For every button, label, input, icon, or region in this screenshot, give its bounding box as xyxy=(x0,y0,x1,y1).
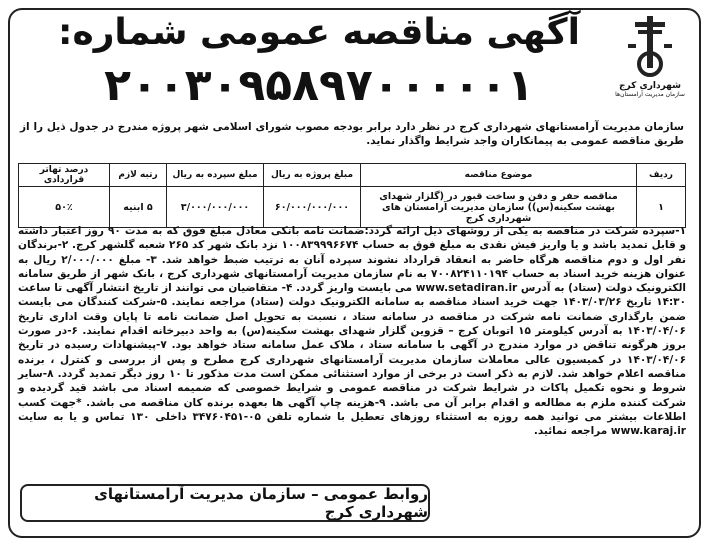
conditions-text: ۱-سپرده شرکت در مناقصه به یکی از روشهای ذیل ارائه گردد:ضمانت نامه بانکی معادل مبلغ فوق که به مدت ۹۰ روز اعتبار داشته و قابل تمدید باشد و یا واریز فیش نقدی به مبلغ فوق به حساب ۱۰۰۸۳۹۹۹۶۶۷۴ نزد بانک شهر کد ۲۶۵ شعبه گلشهر کرج. ۲-برندگان نفر اول و دوم مناقصه هرگاه حاضر به انعقاد قرارداد نشوند سپرده آنان به ترتیب ضبط خواهد شد. ۳- مبلغ ۲/۰۰۰/۰۰۰ ریال به عنوان هزینه خرید اسناد به حساب ۷۰۰۸۲۴۱۱۰۱۹۴ به نام سازمان مدیریت آرامستانهای شهرداری کرج ، بانک شهر از طریق سامانه الکترونیک دولت (ستاد) به آدرس www.setadiran.ir می بایست واریز گردد. ۴- متقاضیان می توانند از تاریخ انتشار آگهی تا ساعت ۱۴:۳۰ تاریخ ۱۴۰۳/۰۳/۲۶ جهت خرید اسناد مناقصه به سامانه الکترونیک دولت (ستاد) مراجعه نمایند. ۵-شرکت کنندگان می بایست ضمن بارگذاری ضمانت نامه شرکت در مناقصه در سامانه ستاد ، نسبت به تحویل اصل ضمانت نامه تا پایان وقت اداری تاریخ ۱۴۰۳/۰۴/۰۶ به آدرس کیلومتر ۱۵ اتوبان کرج – قزوین گلزار شهدای بهشت سکینه(س) به واحد دبیرخانه اقدام نمایند. ۶-در صورت بروز هرگونه تناقض در موارد مندرج در آگهی با سامانه ستاد ، ملاک عمل سامانه ستاد خواهد بود. ۷-پیشنهادات رسیده در تاریخ ۱۴۰۳/۰۴/۰۶ در کمیسیون عالی معاملات سازمان مدیریت آرامستانهای شهرداری کرج مطرح و پس از بررسی و کنترل ، برنده مناقصه اعلام خواهد شد. لازم به ذکر است در برخی از موارد استثنائی ممکن است مدت مذکور تا ۱۰ روز دیگر تمدید گردد. ۸-سایر شروط و نحوه تکمیل پاکات در شرایط شرکت در مناقصه عمومی و شرایط خصوصی که ضمیمه اسناد می باشد قید گردیده و شرکت کننده ملزم به مطالعه و اقدام برابر آن می باشد. ۹-هزینه چاپ آگهی ها بعهده برنده کان مناقصه می باشد. *جهت کسب اطلاعات بیشتر می توانید همه روزه به استثناء روزهای تعطیل با شماره تلفن ۰۵-۳۴۷۶۰۴۵۱ داخلی ۱۳۰ تماس و یا به سایت www.karaj.ir مراجعه نمائید. xyxy=(18,225,687,438)
cell-subject: مناقصه حفر و دفن و ساخت قبور در (گلزار شهدای بهشت سکینه(س)) سازمان مدیریت آرامستان های شهرداری کرج xyxy=(361,187,637,228)
col-header-project-amount: مبلغ پروژه به ریال xyxy=(264,164,361,187)
cell-project-amount: ۶۰/۰۰۰/۰۰۰/۰۰۰ xyxy=(264,187,361,228)
logo-text-municipality: شهرداری کرج xyxy=(619,81,681,91)
col-header-required-grade: رتبه لازم xyxy=(110,164,167,187)
notice-header xyxy=(10,10,699,118)
tender-number: ۲۰۰۳۰۹۵۸۹۷۰۰۰۰۰۱ xyxy=(104,60,534,111)
col-header-subject: موضوع مناقصه xyxy=(361,164,637,187)
karaj-municipality-logo xyxy=(607,14,693,110)
table-header-row xyxy=(19,164,686,187)
intro-paragraph: سازمان مدیریت آرامستانهای شهرداری کرج در نظر دارد برابر بودجه مصوب شورای اسلامی شهر پروژه مندرج در جدول ذیل را از طریق مناقصه عمومی به پیمانکاران واجد شرایط واگذار نماید. xyxy=(20,121,684,147)
table-row xyxy=(19,187,686,228)
notice-title: آگهی مناقصه عمومی شماره: xyxy=(58,12,580,53)
cell-row-number: ۱ xyxy=(637,187,686,228)
col-header-row-number: ردیف xyxy=(637,164,686,187)
col-header-offset-percent: درصد تهاتر قراردادی xyxy=(19,164,110,187)
cell-deposit-amount: ۳/۰۰۰/۰۰۰/۰۰۰ xyxy=(167,187,264,228)
cell-required-grade: ۵ ابنیه xyxy=(110,187,167,228)
public-relations-footer: روابط عمومی – سازمان مدیریت آرامستانهای شهرداری کرج xyxy=(20,484,430,522)
cell-offset-percent: ۵۰٪ xyxy=(19,187,110,228)
tender-table xyxy=(18,163,686,228)
key-emblem-icon xyxy=(620,14,680,80)
logo-text-organization: سازمان مدیریت آرامستان‌ها xyxy=(615,91,685,98)
col-header-deposit-amount: مبلغ سپرده به ریال xyxy=(167,164,264,187)
